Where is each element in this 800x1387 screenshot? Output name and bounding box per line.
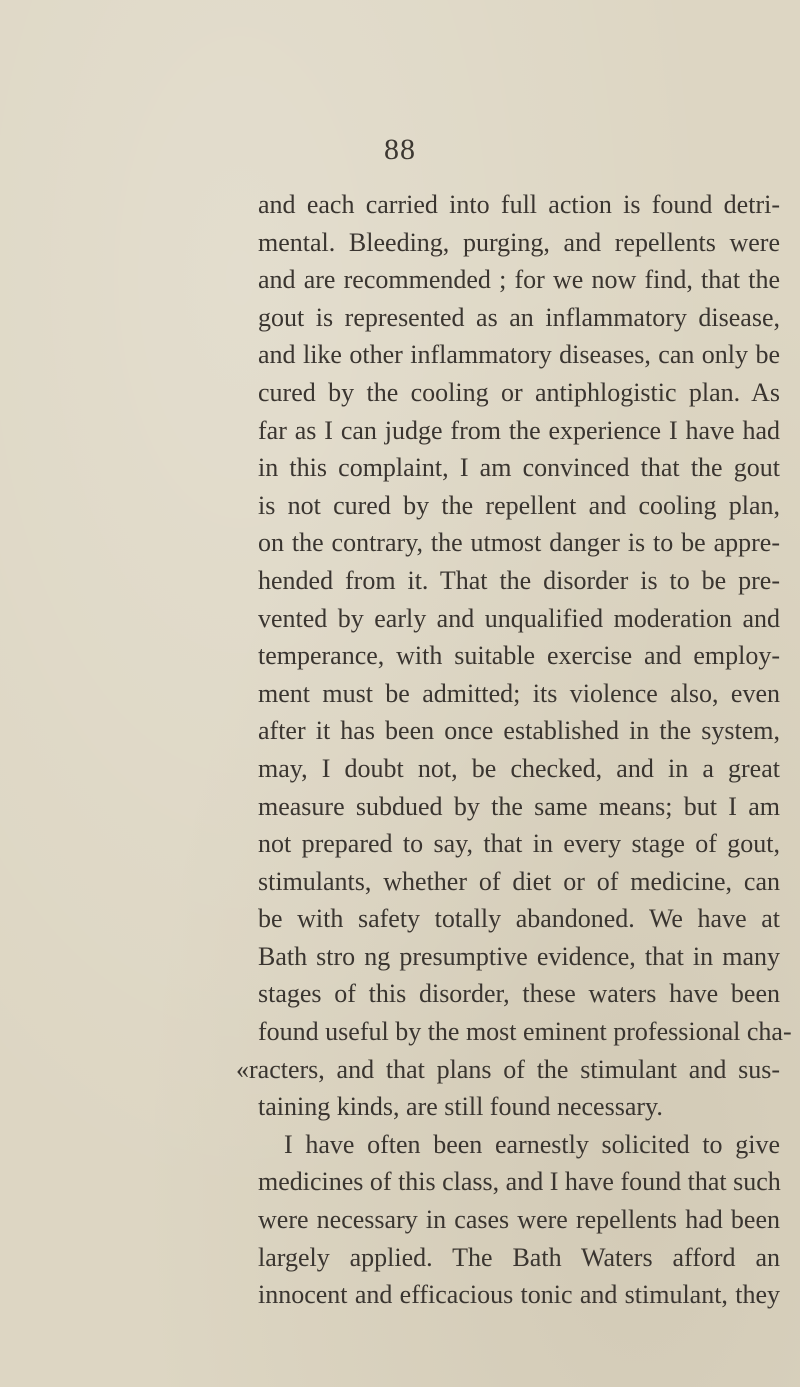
text-line: and are recommended ; for we now find, that the xyxy=(258,265,780,295)
text-line: on the contrary, the utmost danger is to be appre- xyxy=(258,528,780,558)
text-line: ment must be admitted; its violence also, even xyxy=(258,678,780,708)
text-line: temperance, with suitable exercise and employ- xyxy=(258,641,780,671)
paragraph-start-line: I have often been earnestly solicited to give xyxy=(284,1129,780,1159)
text-line: cured by the cooling or antiphlogistic plan. As xyxy=(258,377,780,407)
text-line: medicines of this class, and I have found that such xyxy=(258,1167,781,1197)
text-line: found useful by the most eminent professional cha- xyxy=(258,1017,792,1047)
text-line: in this complaint, I am convinced that the gout xyxy=(258,453,780,483)
text-line: innocent and efficacious tonic and stimulant, they xyxy=(258,1280,780,1310)
text-line: measure subdued by the same means; but I am xyxy=(258,791,780,821)
body-text xyxy=(236,186,792,1314)
text-line: largely applied. The Bath Waters afford an xyxy=(258,1242,780,1272)
text-line: mental. Bleeding, purging, and repellents were xyxy=(258,227,780,257)
text-line: is not cured by the repellent and cooling plan, xyxy=(258,490,780,520)
text-line: and like other inflammatory diseases, can only be xyxy=(258,340,780,370)
text-line: were necessary in cases were repellents had been xyxy=(258,1205,780,1235)
text-line: far as I can judge from the experience I have had xyxy=(258,415,780,445)
text-line: stages of this disorder, these waters have been xyxy=(258,979,780,1009)
text-line: may, I doubt not, be checked, and in a great xyxy=(258,753,780,783)
text-line: be with safety totally abandoned. We have at xyxy=(258,904,780,934)
text-line: gout is represented as an inflammatory disease, xyxy=(258,302,780,332)
paragraph-end-line: taining kinds, are still found necessary. xyxy=(258,1092,663,1122)
text-line: not prepared to say, that in every stage of gout, xyxy=(258,829,780,859)
text-line: vented by early and unqualified moderation and xyxy=(258,603,780,633)
text-line: «racters, and that plans of the stimulant and sus- xyxy=(236,1054,780,1084)
text-line: stimulants, whether of diet or of medicine, can xyxy=(258,866,780,896)
text-line: Bath stro ng presumptive evidence, that in many xyxy=(258,941,780,971)
text-line: hended from it. That the disorder is to be pre- xyxy=(258,565,780,595)
text-line: and each carried into full action is found detri- xyxy=(258,190,780,219)
page-number: 88 xyxy=(384,133,416,166)
text-line: after it has been once established in the system, xyxy=(258,716,780,746)
